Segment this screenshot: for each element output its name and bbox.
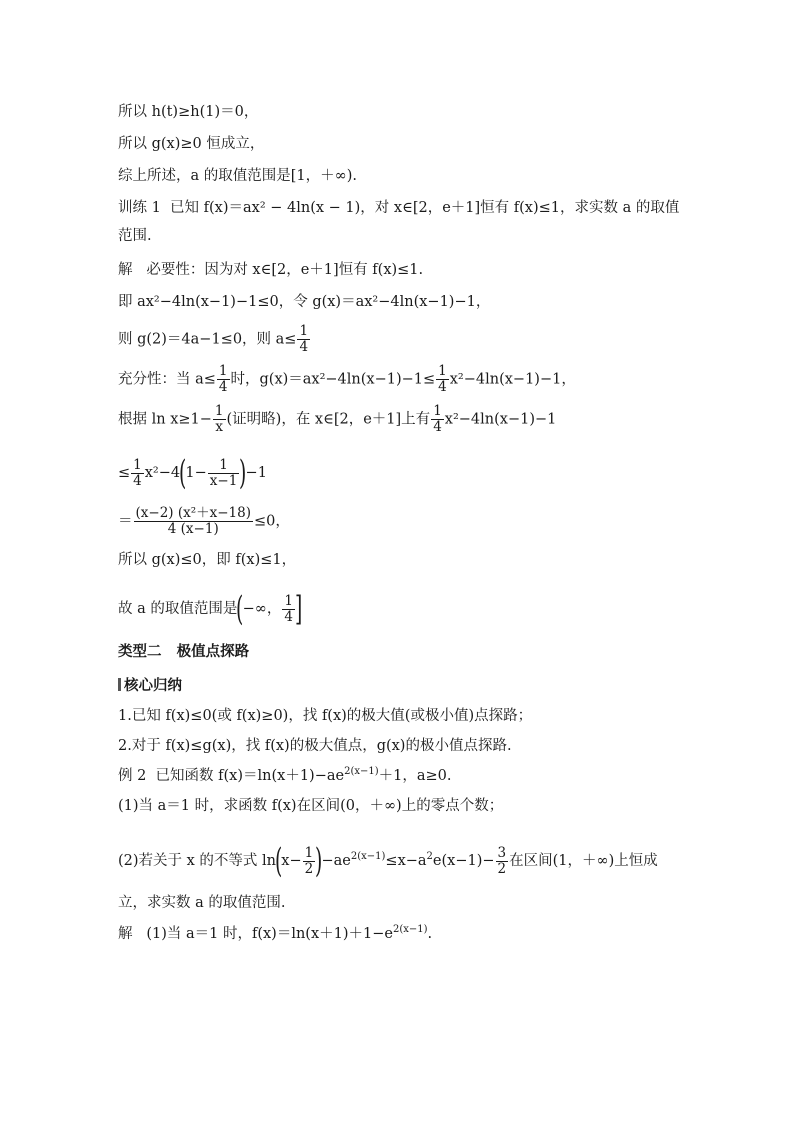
fraction: $\frac{1}{x}$	[214, 403, 224, 435]
solution-sufficiency: 充分性：当 a≤ $\frac{1}{4}$ 时，g(x)＝ax²−4ln(x−1)−1≤ $\frac{1}{4}$ x²−4ln(x−1)−1，	[118, 363, 576, 395]
text-line: 根据 ln x≥1− $\frac{1}{x}$ (证明略)，在 x∈[2，e＋1]上有 $\frac{1}{4}$ x²−4ln(x−1)−1	[118, 403, 557, 435]
left-paren: (	[236, 589, 244, 629]
fraction: $\frac{1}{4}$	[284, 592, 293, 625]
fraction: $\frac{\text{(x−2) (x²＋x−18)}}{4 (x-1)}$	[135, 505, 252, 537]
text-line: 1.已知 f(x)≤0(或 f(x)≥0)，找 f(x)的极大值(或极小值)点探路；	[118, 708, 533, 724]
right-paren: )	[315, 841, 323, 881]
core-summary-label: 核心归纳	[118, 676, 734, 696]
text-line: (2)若关于 x 的不等式 ln(x− $\frac{1}{2}$ )$-ae^{2(x-1)}\le x-a^2e(x-1)-$ $\frac{3}{2}$ 在区间(1，＋∞)上恒成	[118, 841, 658, 881]
fraction: $\frac{1}{x-1}$	[209, 456, 238, 489]
text-line: 则 g(2)＝4a−1≤0，则 a≤ $\frac{1}{4}$	[118, 323, 309, 355]
fraction: $\frac{1}{4}$	[433, 403, 442, 435]
fraction: $\frac{1}{4}$	[299, 323, 309, 355]
right-paren: )	[239, 453, 247, 493]
fraction: $\frac{1}{4}$	[133, 456, 142, 489]
fraction: $\frac{1}{2}$	[304, 844, 314, 877]
marker-bar-icon	[118, 678, 121, 691]
example-2-statement: 例 2 已知函数 $f(x)=\ln(x+1)-ae^{2(x-1)}+1$，a≥0.	[118, 766, 452, 784]
text-line: 综上所述，a 的取值范围是[1，＋∞).	[118, 168, 357, 184]
text-line: 解 (1)当 a＝1 时，$f(x)=\ln(x+1)+1-e^{2(x-1)}$.	[118, 924, 433, 942]
text-line: 所以 g(x)≥0 恒成立，	[118, 136, 265, 152]
text-line: 故 a 的取值范围是(−∞， $\frac{1}{4}$ ]	[118, 589, 303, 629]
text-line: ≤ $\frac{1}{4}$ x²−4(1− $\frac{1}{x-1}$ )−1	[118, 453, 267, 493]
left-paren: (	[179, 453, 187, 493]
text-line: ＝ $\frac{\text{(x−2) (x²＋x−18)}}{4 (x-1)}$ ≤0，	[118, 505, 290, 537]
right-bracket: ]	[294, 589, 303, 629]
text-line: 即 ax²−4ln(x−1)−1≤0，令 g(x)＝ax²−4ln(x−1)−1，	[118, 294, 491, 310]
text-line: 范围.	[118, 228, 152, 244]
text-line: 所以 g(x)≤0，即 f(x)≤1，	[118, 552, 297, 568]
section-heading: 类型二 极值点探路	[118, 643, 250, 660]
text-line: 2.对于 f(x)≤g(x)，找 f(x)的极大值点，g(x)的极小值点探路.	[118, 738, 512, 754]
text-line: 立，求实数 a 的取值范围.	[118, 895, 286, 911]
solution-necessity: 解 必要性：因为对 x∈[2，e＋1]恒有 f(x)≤1.	[118, 262, 424, 278]
fraction: $\frac{1}{4}$	[218, 363, 228, 395]
fraction: $\frac{3}{2}$	[497, 844, 507, 877]
text-line: (1)当 a＝1 时，求函数 f(x)在区间(0，＋∞)上的零点个数；	[118, 798, 504, 814]
left-paren: (	[275, 841, 283, 881]
fraction: $\frac{1}{4}$	[438, 363, 447, 395]
text-line: 所以 h(t)≥h(1)＝0，	[118, 104, 259, 120]
exercise-1-statement: 训练 1 已知 f(x)＝ax² − 4ln(x − 1)，对 x∈[2，e＋1]恒有 f(x)≤1，求实数 a 的取值	[118, 200, 680, 216]
